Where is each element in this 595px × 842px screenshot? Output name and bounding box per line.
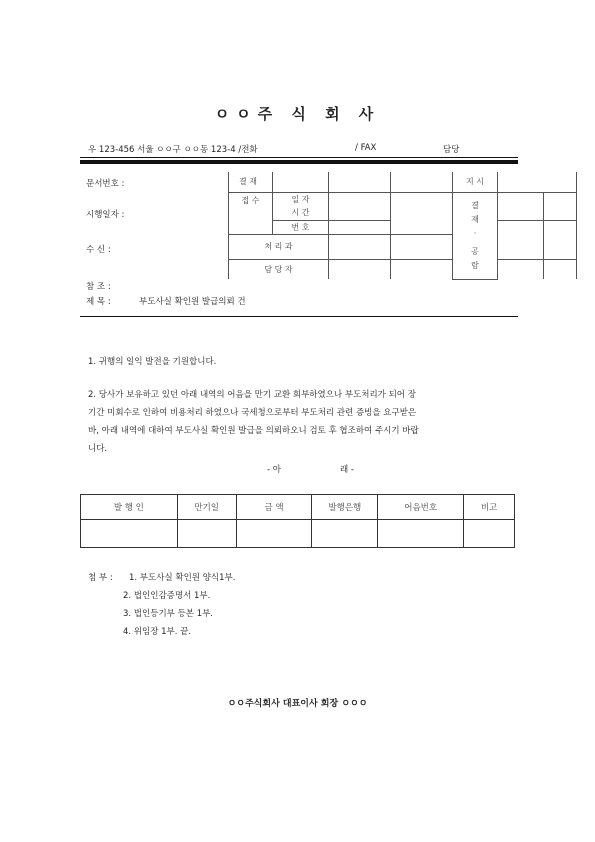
below-heading-right: 래 - [340,465,354,475]
header-thin-rule [80,157,518,158]
time-label: 시 간 [273,206,329,220]
footer-signature: ㅇㅇ주식회사 대표이사 회장 ㅇㅇㅇ [227,699,368,709]
doc-number-label: 문서번호 : [86,179,125,189]
header-amount: 금 액 [236,495,312,520]
attachments-label: 첨 부 : [88,573,113,583]
paragraph-2: 2. 당사가 보유하고 있던 아래 내역의 어음을 만기 교환 회부하였으나 부도처리가 되어 장 기간 미회수로 인하여 비용처리 하였으나 국세청으로부터 부도처리 관련 증빙을 요구받은 바, 아래 내역에 대하여 부도사실 확인원 발급을 의뢰하오니 검토 후 협조하여 주시기 바랍 니다. [88,390,419,454]
approval-vertical-cell: 결 재 · 공 람 [453,192,498,279]
paragraph-1: 1. 귀행의 일익 발전을 기원합니다. [88,357,217,367]
attachment-item: 1. 부도사실 확인원 양식1부. [129,573,236,583]
document-title: ㅇㅇ주 식 회 사 [214,105,381,123]
approval-header-cell: 결 재 [229,172,273,192]
section-rule [80,316,518,317]
recipient-label: 수 신 : [86,245,111,255]
header-thick-rule [80,160,518,164]
table-row [81,520,515,548]
directive-cell: 지 시 [453,172,498,192]
header-note-number: 어음번호 [378,495,464,520]
header-maturity: 만기일 [177,495,236,520]
number-label: 번 호 [273,220,329,234]
contact-label: 담당 [443,145,460,155]
date-label: 일 자 [273,192,329,206]
reference-label: 참 조 : [86,282,111,292]
address-line: 우 123-456 서울 ㅇㅇ구 ㅇㅇ동 123-4 /전화 [88,145,258,155]
effective-date-label: 시행일자 : [86,210,125,220]
subject-label: 제 목 : [86,297,111,307]
approval-table [228,172,577,280]
subject-value: 부도사실 확인원 발급의뢰 건 [139,297,246,307]
header-bank: 발행은행 [312,495,378,520]
attachment-item: 4. 위임장 1부. 끝. [123,627,192,637]
below-heading-left: - 아 [267,465,281,475]
attachment-item: 3. 법인등기부 등본 1부. [123,609,214,619]
attachment-item: 2. 법인인감증명서 1부. [123,591,211,601]
person-cell: 담 당 자 [229,259,329,279]
receipt-cell: 접 수 [229,192,273,234]
header-issuer: 발 행 인 [81,495,178,520]
header-remarks: 비고 [464,495,515,520]
dept-cell: 처 리 과 [229,234,329,259]
notes-table [80,494,515,548]
fax-label: / FAX [355,143,377,153]
